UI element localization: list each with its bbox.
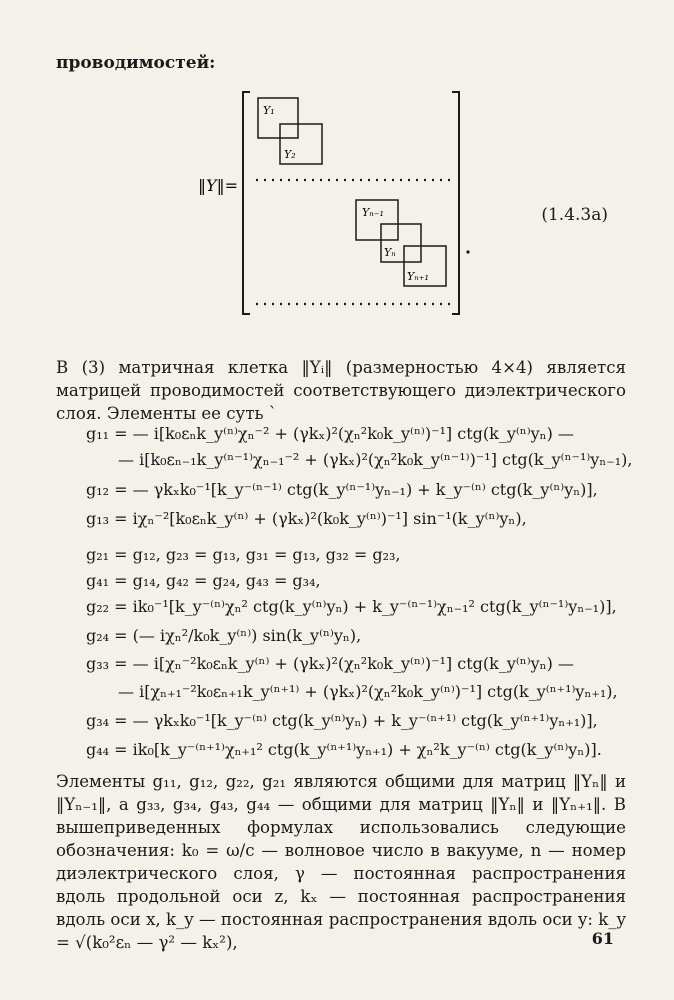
- formula-line: g₃₄ = — γkₓk₀⁻¹[k_y⁻⁽ⁿ⁾ ctg(k_y⁽ⁿ⁾yₙ) + k_y⁻⁽ⁿ⁺¹⁾ ctg(k_y⁽ⁿ⁺¹⁾yₙ₊₁)],: [86, 711, 598, 730]
- formula-line: g₂₄ = (— iχₙ²/k₀k_y⁽ⁿ⁾) sin(k_y⁽ⁿ⁾yₙ),: [86, 626, 362, 645]
- formula-line: g₂₁ = g₁₂, g₂₃ = g₁₃, g₃₁ = g₁₃, g₃₂ = g₂₃,: [86, 545, 401, 564]
- formula-line: g₁₁ = — i[k₀εₙk_y⁽ⁿ⁾χₙ⁻² + (γkₓ)²(χₙ²k₀k_y⁽ⁿ⁾)⁻¹] ctg(k_y⁽ⁿ⁾yₙ) —: [86, 424, 574, 443]
- block-yn-1-label: Yₙ₋₁: [362, 206, 384, 219]
- intro-text: проводимостей:: [56, 53, 216, 73]
- period-mark: [466, 250, 469, 253]
- matrix-right-bracket: [452, 92, 459, 314]
- equation-number: (1.4.3a): [541, 205, 608, 225]
- formula-line: g₂₂ = ik₀⁻¹[k_y⁻⁽ⁿ⁾χₙ² ctg(k_y⁽ⁿ⁾yₙ) + k_y⁻⁽ⁿ⁻¹⁾χₙ₋₁² ctg(k_y⁽ⁿ⁻¹⁾yₙ₋₁)],: [86, 597, 617, 616]
- paragraph-2: Элементы g₁₁, g₁₂, g₂₂, g₂₁ являются общими для матриц ‖Yₙ‖ и ‖Yₙ₋₁‖, а g₃₃, g₃₄, g₄₃, g₄₄ — общими для матриц ‖Yₙ‖ и ‖Yₙ₊₁‖. В вышеприведенных формулах использовались следующие обозначения: k₀ = ω/c — волновое число в вакууме, n — номер диэлектрического слоя, γ — постоянная распространения вдоль продольной оси z, kₓ — постоянная распространения вдоль оси x, k_y — постоянная распространения вдоль оси y: k_y = √(k₀²εₙ — γ² — kₓ²),: [56, 772, 626, 952]
- formula-line: g₁₂ = — γkₓk₀⁻¹[k_y⁻⁽ⁿ⁻¹⁾ ctg(k_y⁽ⁿ⁻¹⁾yₙ₋₁) + k_y⁻⁽ⁿ⁾ ctg(k_y⁽ⁿ⁾yₙ)],: [86, 480, 598, 499]
- formula-line: — i[χₙ₊₁⁻²k₀εₙ₊₁k_y⁽ⁿ⁺¹⁾ + (γkₓ)²(χₙ²k₀k_y⁽ⁿ⁾)⁻¹] ctg(k_y⁽ⁿ⁺¹⁾yₙ₊₁),: [118, 682, 618, 701]
- matrix-left-bracket: [243, 92, 250, 314]
- paragraph-1: В (3) матричная клетка ‖Yᵢ‖ (размерностью 4×4) является матрицей проводимостей соответствующего диэлектрического слоя. Элементы ее суть `: [56, 358, 626, 423]
- block-y1-label: Y₁: [263, 104, 275, 117]
- formula-line: g₁₃ = iχₙ⁻²[k₀εₙk_y⁽ⁿ⁾ + (γkₓ)²(k₀k_y⁽ⁿ⁾)⁻¹] sin⁻¹(k_y⁽ⁿ⁾yₙ),: [86, 509, 527, 528]
- page-number: 61: [591, 929, 614, 948]
- block-y2-label: Y₂: [284, 148, 296, 161]
- formula-line: g₄₁ = g₁₄, g₄₂ = g₂₄, g₄₃ = g₃₄,: [86, 571, 321, 590]
- block-yn+1-label: Yₙ₊₁: [407, 270, 429, 283]
- formula-line: g₃₃ = — i[χₙ⁻²k₀εₙk_y⁽ⁿ⁾ + (γkₓ)²(χₙ²k₀k_y⁽ⁿ⁾)⁻¹] ctg(k_y⁽ⁿ⁾yₙ) —: [86, 654, 574, 673]
- block-matrix-diagram: [0, 0, 674, 330]
- formula-line: — i[k₀εₙ₋₁k_y⁽ⁿ⁻¹⁾χₙ₋₁⁻² + (γkₓ)²(χₙ²k₀k_y⁽ⁿ⁻¹⁾)⁻¹] ctg(k_y⁽ⁿ⁻¹⁾yₙ₋₁),: [118, 450, 633, 469]
- block-yn-label: Yₙ: [384, 246, 396, 259]
- matrix-label: ‖Y‖=: [198, 176, 238, 195]
- formula-line: g₄₄ = ik₀[k_y⁻⁽ⁿ⁺¹⁾χₙ₊₁² ctg(k_y⁽ⁿ⁺¹⁾yₙ₊₁) + χₙ²k_y⁻⁽ⁿ⁾ ctg(k_y⁽ⁿ⁾yₙ)].: [86, 740, 602, 759]
